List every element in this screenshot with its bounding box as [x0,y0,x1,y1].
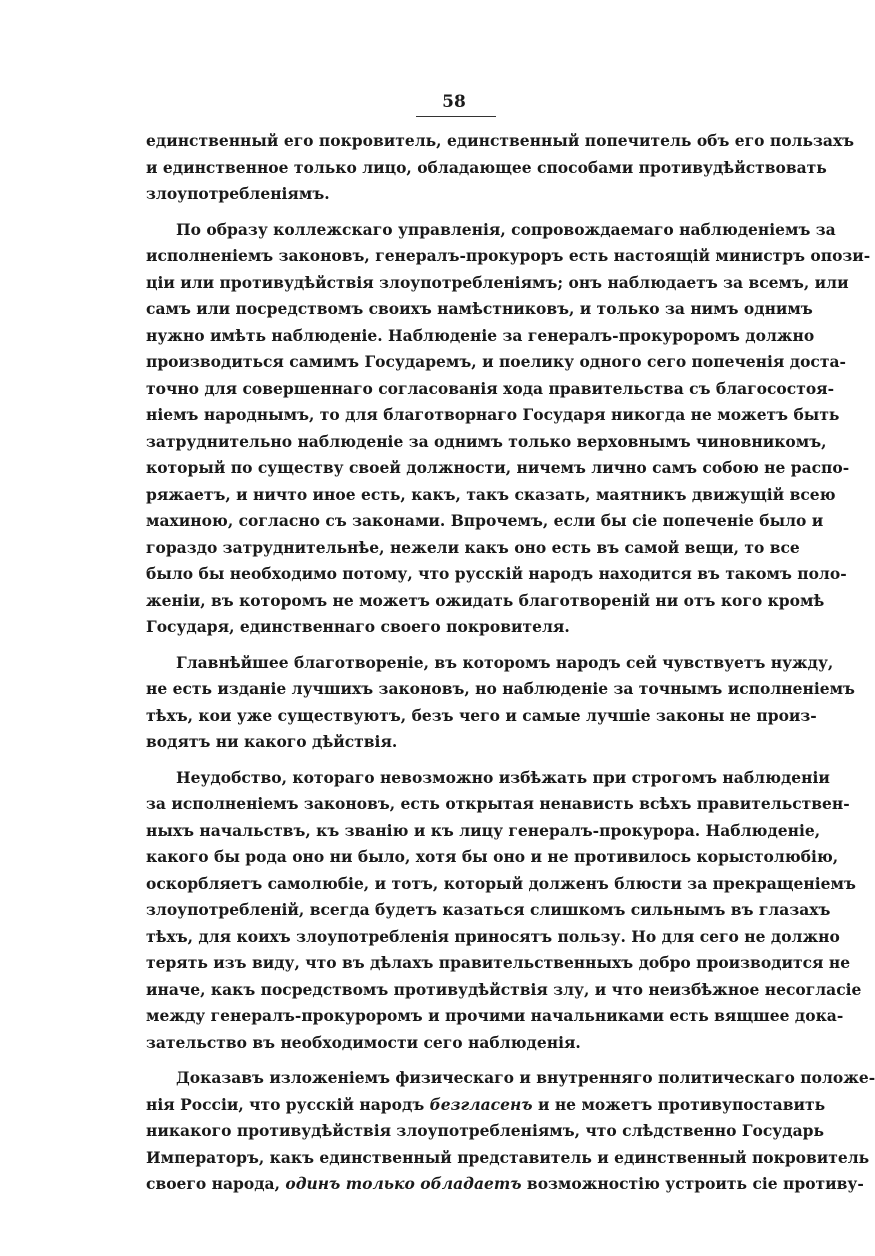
text-line: тѣхъ, для коихъ злоупотребленія приносятъ пользу. Но для сего не должно [146,926,840,946]
text-line: самъ или посредствомъ своихъ намѣстниковъ, и только за нимъ однимъ [146,299,813,318]
text-fragment: нія Россіи, что русскій народъ [146,1094,430,1114]
text-line: оскорбляетъ самолюбіе, и тотъ, который долженъ блюсти за прекращеніемъ [146,873,856,893]
text-line: затруднительно наблюденіе за однимъ только верховнымъ чиновникомъ, [146,431,827,451]
text-fragment: возможностію устроить сіе противу- [521,1174,864,1193]
text-line: Доказавъ изложеніемъ физическаго и внутренняго политическаго положе- [176,1068,875,1087]
text-line: было бы необходимо потому, что русскій народъ находится въ такомъ поло- [146,564,847,583]
text-line: злоупотребленій, всегда будетъ казаться слишкомъ сильнымъ въ глазахъ [146,900,831,919]
text-line: производиться самимъ Государемъ, и поелику одного сего попеченія доста- [146,352,846,371]
text-line: не есть изданіе лучшихъ законовъ, но наблюденіе за точнымъ исполненіемъ [146,679,855,698]
text-line: какого бы рода оно ни было, хотя бы оно и не противилось корыстолюбію, [146,847,839,866]
text-line: терять изъ виду, что въ дѣлахъ правительственныхъ добро производится не [146,953,851,972]
text-fragment: своего народа, [146,1174,286,1193]
italic-emphasis: безгласенъ [429,1094,533,1114]
text-line: зательство въ необходимости сего наблюденія. [146,1032,581,1052]
text-line [146,1092,826,1119]
italic-emphasis: одинъ только обладаетъ [285,1174,522,1193]
text-line: за исполненіемъ законовъ, есть открытая ненависть всѣхъ правительствен- [146,794,850,813]
text-line: исполненіемъ законовъ, генералъ-прокуроръ есть настоящій министръ опози- [146,246,871,265]
text-line: никакого противудѣйствія злоупотребленіямъ, что слѣдственно Государь [146,1121,824,1140]
text-line [146,1171,864,1198]
text-line: злоупотребленіямъ. [146,184,330,203]
page-number: 58 [442,92,466,112]
text-line: точно для совершеннаго согласованія хода правительства съ благосостоя- [146,378,835,398]
text-line: ряжаетъ, и ничто иное есть, какъ, такъ сказать, маятникъ движущій всею [146,484,836,504]
text-line: который по существу своей должности, ничемъ лично самъ собою не распо- [146,458,850,477]
text-line: ціи или противудѣйствія злоупотребленіямъ; онъ наблюдаетъ за всемъ, или [146,272,849,292]
text-line: тѣхъ, кои уже существуютъ, безъ чего и самые лучшіе законы не произ- [146,705,817,725]
page-number-rule [416,116,496,117]
text-line: Императоръ, какъ единственный представитель и единственный покровитель [146,1147,870,1167]
paragraph-gap [146,1056,770,1065]
body-text [146,128,875,1198]
text-line: ныхъ начальствъ, къ званію и къ лицу генералъ-прокурора. Наблюденіе, [146,820,821,840]
text-line: единственный его покровитель, единственный попечитель объ его пользахъ [146,131,855,150]
text-line: ніемъ народнымъ, то для благотворнаго Государя никогда не можетъ быть [146,405,840,424]
text-line: и единственное только лицо, обладающее способами противудѣйствовать [146,157,827,177]
text-line: между генералъ-прокуроромъ и прочими начальниками есть вящшее дока- [146,1006,844,1025]
text-line: Главнѣйшее благотвореніе, въ которомъ народъ сей чувствуетъ нужду, [176,652,834,672]
text-line: махиною, согласно съ законами. Впрочемъ, если бы сіе попеченіе было и [146,511,824,530]
text-line: иначе, какъ посредствомъ противудѣйствія злу, и что неизбѣжное несогласіе [146,979,862,999]
text-line: гораздо затруднительнѣе, нежели какъ оно есть въ самой вещи, то все [146,537,800,557]
text-fragment: и не можетъ противупоставить [532,1094,826,1114]
text-line: нужно имѣть наблюденіе. Наблюденіе за генералъ-прокуроромъ должно [146,325,815,345]
text-line: женіи, въ которомъ не можетъ ожидать благотвореній ни отъ кого кромѣ [146,590,825,610]
text-line: Неудобство, котораго невозможно избѣжать при строгомъ наблюденіи [176,767,830,787]
paragraph-gap [146,641,770,650]
paragraph-gap [146,208,770,217]
text-line: Государя, единственнаго своего покровителя. [146,617,570,636]
text-line: водятъ ни какого дѣйствія. [146,732,398,751]
paragraph-gap [146,756,770,765]
text-line: По образу коллежскаго управленія, сопровождаемаго наблюденіемъ за [176,219,836,239]
